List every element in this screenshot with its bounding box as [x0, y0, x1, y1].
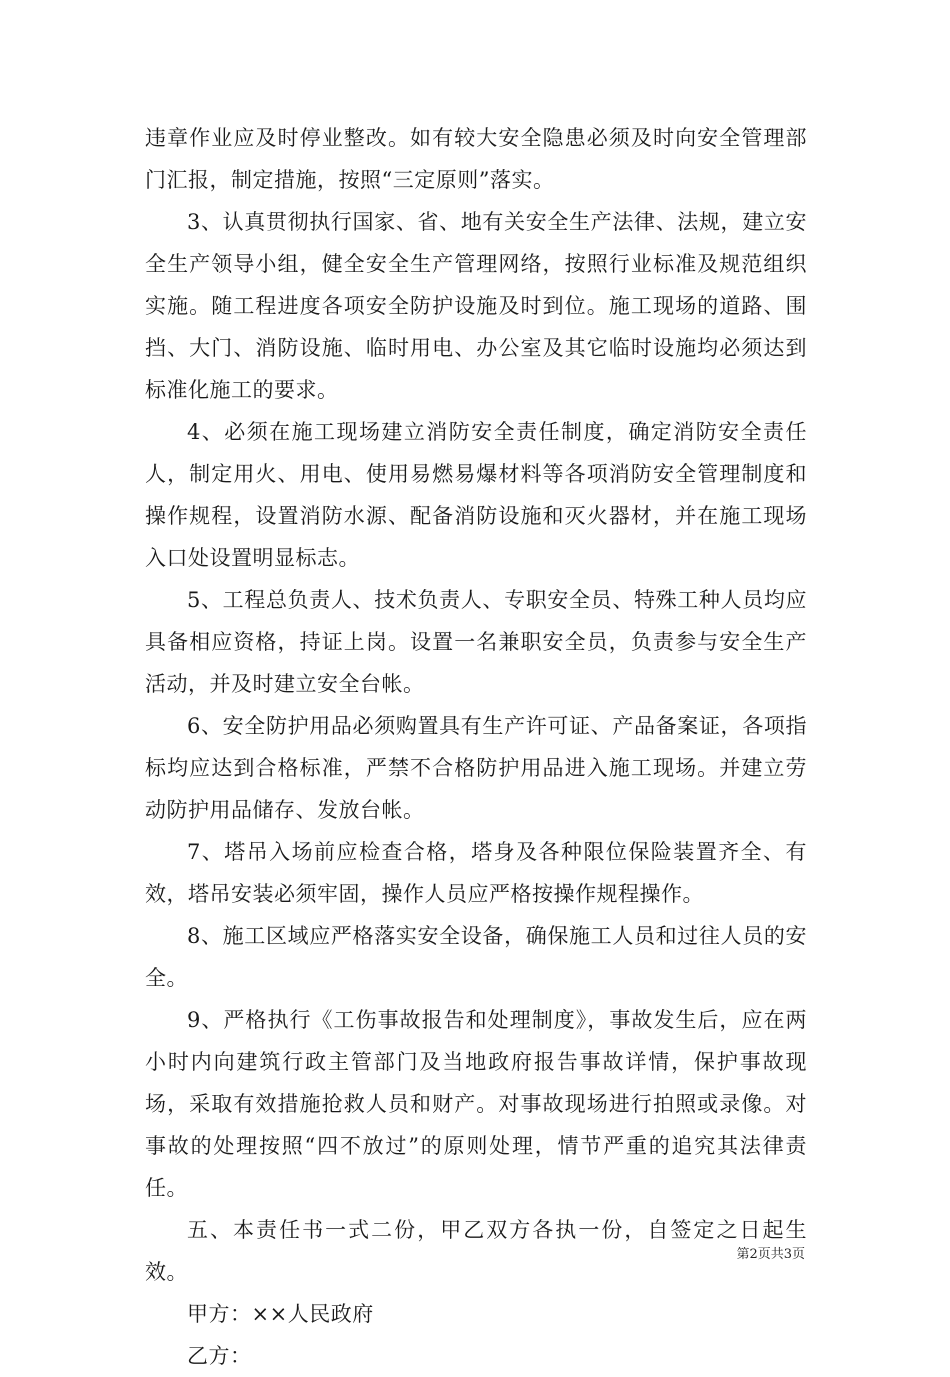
- paragraph-item-3: 3、认真贯彻执行国家、省、地有关安全生产法律、法规，建立安全生产领导小组，健全安全生产管理网络，按照行业标准及规范组织实施。随工程进度各项安全防护设施及时到位。施工现场的道路、围挡、大门、消防设施、临时用电、办公室及其它临时设施均必须达到标准化施工的要求。: [145, 210, 807, 402]
- paragraph-section-5: 五、本责任书一式二份，甲乙双方各执一份，自签定之日起生效。: [145, 1218, 807, 1284]
- document-body: [145, 117, 807, 1377]
- paragraph-item-4: 4、必须在施工现场建立消防安全责任制度，确定消防安全责任人，制定用火、用电、使用易燃易爆材料等各项消防安全管理制度和操作规程，设置消防水源、配备消防设施和灭火器材，并在施工现场入口处设置明显标志。: [145, 420, 807, 570]
- paragraph-item-7: 7、塔吊入场前应检查合格，塔身及各种限位保险装置齐全、有效，塔吊安装必须牢固，操作人员应严格按操作规程操作。: [145, 840, 807, 906]
- paragraph-item-8: 8、施工区域应严格落实安全设备，确保施工人员和过往人员的安全。: [145, 924, 807, 990]
- paragraph-item-6: 6、安全防护用品必须购置具有生产许可证、产品备案证，各项指标均应达到合格标准，严禁不合格防护用品进入施工现场。并建立劳动防护用品储存、发放台帐。: [145, 714, 807, 822]
- party-a-signature: 甲方：××人民政府: [187, 1302, 374, 1326]
- page-number-footer: 第2页共3页: [736, 1247, 805, 1262]
- paragraph-continuation: 违章作业应及时停业整改。如有较大安全隐患必须及时向安全管理部门汇报，制定措施，按照“三定原则”落实。: [145, 126, 807, 192]
- paragraph-item-9: 9、严格执行《工伤事故报告和处理制度》，事故发生后，应在两小时内向建筑行政主管部门及当地政府报告事故详情，保护事故现场，采取有效措施抢救人员和财产。对事故现场进行拍照或录像。对事故的处理按照“四不放过”的原则处理，情节严重的追究其法律责任。: [145, 1008, 807, 1200]
- paragraph-item-5: 5、工程总负责人、技术负责人、专职安全员、特殊工种人员均应具备相应资格，持证上岗。设置一名兼职安全员，负责参与安全生产活动，并及时建立安全台帐。: [145, 588, 807, 696]
- party-b-signature: 乙方：: [187, 1344, 252, 1368]
